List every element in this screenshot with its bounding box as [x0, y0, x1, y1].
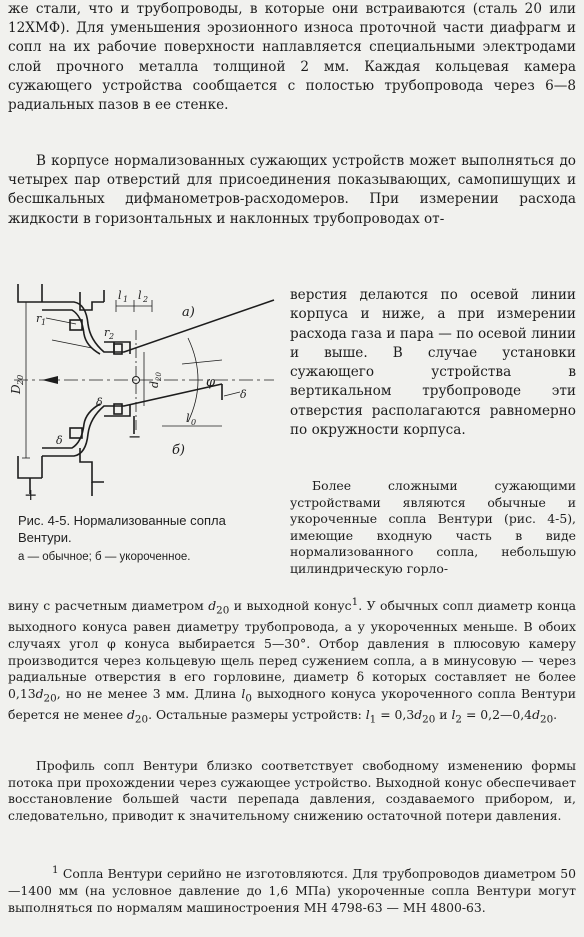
label-l2: l: [138, 289, 142, 302]
label-plus: +: [24, 485, 38, 504]
footnote-ref[interactable]: 1: [351, 596, 359, 608]
label-l0-sub: 0: [191, 418, 197, 427]
label-phi: φ: [206, 375, 216, 390]
label-l2-sub: 2: [143, 295, 149, 304]
label-b: б): [172, 443, 186, 458]
paragraph-2-head: В корпусе нормализованных сужающих устройств может выполняться до четырех пар отверстий для присоединения показывающих, самопишущих и бесшкальных дифманометров-расходомеров. При измерении расхода жидкости в горизонтальных и наклонных трубопроводах от-: [8, 153, 576, 227]
figure-caption: Рис. 4-5. Нормализованные сопла Вентури.: [18, 513, 226, 545]
label-minus: −: [128, 427, 142, 446]
label-a: а): [182, 305, 195, 320]
label-l1-sub: 1: [123, 295, 129, 304]
paragraph-4: вину с расчетным диаметром $d_{20}$ и выходной конус$^1$. У обычных сопл диаметр конца выходного конуса равен диаметру трубопровода, а у укороченных меньше. В обоих случаях угол φ конуса выбирается 5—30°. Отбор давления в плюсовую камеру производится через кольцевую щель перед сужением сопла, а в минусовую — через радиальные отверстия в его горловине, диаметр δ которых составляет не более $0,13d_{20}$, но не менее 3 мм. Длина $l_0$ выходного конуса укороченного сопла Вентури берется не менее $d_{20}$. Остальные размеры устройств: $l_1 = 0,3d_{20}$ и $l_2$ = $0,2—0,4d_{20}$.: [8, 596, 576, 726]
label-l0: l: [186, 412, 190, 425]
venturi-diagram: [9, 282, 277, 504]
label-delta-2: δ: [56, 434, 63, 447]
paragraph-2-tail: верстия делаются по осевой линии корпуса и ниже, а при измерении расхода газа и пара — по осевой линии и выше. В случае установки сужающего устройства в вертикальном трубопроводе эти отверстия располагаются равномерно по окружности корпуса.: [290, 287, 576, 439]
label-r2: r: [104, 326, 110, 339]
paragraph-5: Профиль сопл Вентури близко соответствует свободному изменению формы потока при прохождении через сужающее устройство. Выходной конус обеспечивает восстановление большей части перепада давления, создаваемого прибором, и, следовательно, приводит к значительному снижению остаточной потери давления.: [8, 758, 576, 824]
footnote-mark: 1: [52, 864, 59, 876]
figure-venturi-nozzles: [9, 282, 277, 504]
label-r2-sub: 2: [109, 332, 115, 341]
label-delta-1: δ: [96, 396, 103, 409]
footnote: [8, 862, 576, 916]
label-r1: r: [36, 312, 42, 325]
label-r1-sub: 1: [41, 318, 47, 327]
footnote-text: Сопла Вентури серийно не изготовляются. Для трубопроводов диаметром 50—1400 мм (на условное давление до 1,6 МПа) укороченные сопла Вентури могут выполняться по нормалям машиностроения МН 4798-63 — МН 4800-63.: [8, 866, 576, 916]
paragraph-3: Более сложными сужающими устройствами являются обычные и укороченные сопла Вентури (рис. 4-5), имеющие входную часть в виде нормализованного сопла, небольшую цилиндрическую горло-: [290, 478, 576, 576]
paragraph-1: же стали, что и трубопроводы, в которые они встраиваются (сталь 20 или 12ХМФ). Для уменьшения эрозионного износа проточной части диафрагм и сопл на их рабочие поверхности наплавляется специальными электродами слой прочного металла толщиной 2 мм. Каждая кольцевая камера сужающего устройства сообщается с полостью трубопровода через 6—8 радиальных пазов в ее стенке.: [8, 1, 576, 114]
label-l1: l: [118, 289, 122, 302]
label-D20: D: [9, 384, 23, 394]
label-delta-3: δ: [240, 388, 247, 401]
label-d20-sub: 20: [155, 372, 163, 381]
figure-subcaption: а — обычное; б — укороченное.: [18, 551, 191, 563]
label-d20: d: [148, 380, 161, 388]
label-D20-sub: 20: [16, 374, 25, 385]
